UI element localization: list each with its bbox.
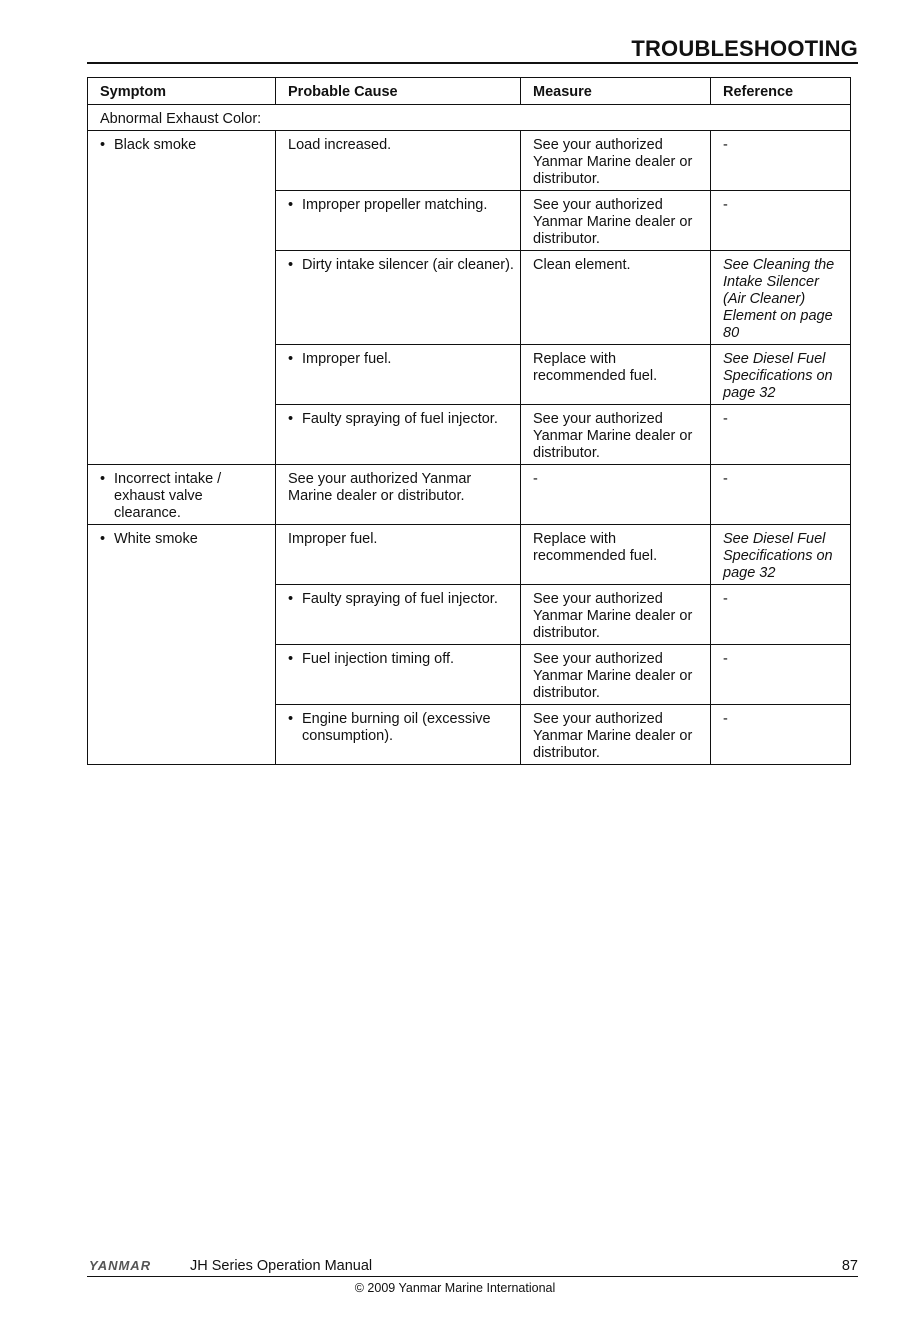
bullet-dot: •: [288, 591, 294, 607]
header-reference: Reference: [711, 78, 851, 105]
cause-cell: [276, 191, 521, 251]
measure-text: See your authorized Yanmar Marine dealer or distributor.: [533, 591, 693, 641]
measure-cell: [521, 191, 711, 251]
yanmar-logo: YANMAR: [89, 1258, 152, 1273]
cause-text: Load increased.: [288, 137, 392, 153]
reference-text: See Cleaning the Intake Silencer (Air Cleaner) Element on page 80: [723, 257, 835, 341]
section-row: [88, 105, 851, 131]
cause-text: Dirty intake silencer (air cleaner).: [302, 257, 514, 273]
title-rule: [87, 62, 858, 64]
copyright: © 2009 Yanmar Marine International: [354, 1281, 556, 1295]
bullet-item: [100, 471, 269, 522]
cause-text: Fuel injection timing off.: [302, 651, 455, 667]
cause-text: Improper propeller matching.: [302, 197, 488, 213]
bullet-item: [288, 411, 514, 428]
cause-text: Engine burning oil (excessive consumption).: [302, 711, 491, 744]
page-number: 87: [841, 1258, 858, 1274]
symptom-cell: [88, 131, 276, 465]
symptom-text: Black smoke: [114, 137, 197, 153]
bullet-dot: •: [288, 351, 294, 367]
header-probable-cause: Probable Cause: [276, 78, 521, 105]
troubleshooting-table: [87, 77, 851, 765]
cause-cell: [276, 251, 521, 345]
cause-cell: [276, 705, 521, 765]
header-row: [88, 78, 851, 105]
measure-text: See your authorized Yanmar Marine dealer or distributor.: [533, 411, 693, 461]
manual-title: JH Series Operation Manual: [190, 1258, 373, 1274]
bullet-item: [288, 651, 514, 668]
reference-text: See Diesel Fuel Specifications on page 32: [723, 531, 833, 581]
measure-text: Replace with recommended fuel.: [533, 351, 658, 384]
measure-cell: [521, 131, 711, 191]
cause-text: Faulty spraying of fuel injector.: [302, 591, 498, 607]
section-label: Abnormal Exhaust Color:: [88, 105, 851, 131]
table-row: [88, 465, 851, 525]
measure-cell: [521, 345, 711, 405]
page-title: TROUBLESHOOTING: [631, 36, 858, 61]
measure-cell: [521, 705, 711, 765]
cause-text: Improper fuel.: [302, 351, 392, 367]
header-measure: Measure: [521, 78, 711, 105]
bullet-item: [288, 591, 514, 608]
bullet-dot: •: [288, 411, 294, 427]
measure-cell: [521, 465, 711, 525]
measure-cell: [521, 645, 711, 705]
reference-text: -: [723, 591, 728, 607]
reference-cell: [711, 191, 851, 251]
cause-cell: [276, 645, 521, 705]
symptom-cell: [88, 465, 276, 525]
reference-text: -: [723, 471, 728, 487]
table-row: [88, 525, 851, 585]
measure-text: -: [533, 471, 538, 487]
cause-cell: [276, 345, 521, 405]
reference-text: -: [723, 411, 728, 427]
reference-cell: [711, 525, 851, 585]
bullet-dot: •: [288, 197, 294, 213]
reference-text: -: [723, 651, 728, 667]
reference-cell: [711, 131, 851, 191]
measure-text: Replace with recommended fuel.: [533, 531, 658, 564]
bullet-item: [100, 531, 269, 548]
measure-text: See your authorized Yanmar Marine dealer or distributor.: [533, 651, 693, 701]
cause-cell: [276, 525, 521, 585]
bullet-dot: •: [100, 471, 106, 487]
symptom-text: White smoke: [114, 531, 198, 547]
cause-cell: [276, 131, 521, 191]
measure-text: See your authorized Yanmar Marine dealer or distributor.: [533, 197, 693, 247]
measure-text: Clean element.: [533, 257, 631, 273]
cause-text: Faulty spraying of fuel injector.: [302, 411, 498, 427]
measure-cell: [521, 251, 711, 345]
bullet-item: [288, 197, 514, 214]
reference-cell: [711, 405, 851, 465]
reference-text: -: [723, 711, 728, 727]
cause-cell: [276, 465, 521, 525]
cause-cell: [276, 405, 521, 465]
cause-text: See your authorized Yanmar Marine dealer or distributor.: [288, 471, 472, 504]
reference-cell: [711, 251, 851, 345]
reference-cell: [711, 645, 851, 705]
measure-cell: [521, 405, 711, 465]
reference-text: -: [723, 197, 728, 213]
table-header: [88, 78, 851, 105]
bullet-item: [288, 257, 514, 274]
reference-cell: [711, 705, 851, 765]
symptom-text: Incorrect intake / exhaust valve clearance.: [114, 471, 222, 521]
bullet-item: [288, 351, 514, 368]
footer-rule: [87, 1276, 858, 1277]
bullet-dot: •: [100, 531, 106, 547]
header-symptom: Symptom: [88, 78, 276, 105]
measure-text: See your authorized Yanmar Marine dealer or distributor.: [533, 711, 693, 761]
measure-cell: [521, 525, 711, 585]
reference-cell: [711, 585, 851, 645]
reference-cell: [711, 345, 851, 405]
bullet-dot: •: [288, 711, 294, 727]
cause-cell: [276, 585, 521, 645]
reference-text: See Diesel Fuel Specifications on page 32: [723, 351, 833, 401]
symptom-cell: [88, 525, 276, 765]
measure-text: See your authorized Yanmar Marine dealer or distributor.: [533, 137, 693, 187]
measure-cell: [521, 585, 711, 645]
bullet-dot: •: [288, 651, 294, 667]
bullet-dot: •: [288, 257, 294, 273]
bullet-item: [100, 137, 269, 154]
bullet-dot: •: [100, 137, 106, 153]
table-body: [88, 105, 851, 765]
reference-text: -: [723, 137, 728, 153]
table-row: [88, 131, 851, 191]
bullet-item: [288, 711, 514, 745]
reference-cell: [711, 465, 851, 525]
cause-text: Improper fuel.: [288, 531, 378, 547]
